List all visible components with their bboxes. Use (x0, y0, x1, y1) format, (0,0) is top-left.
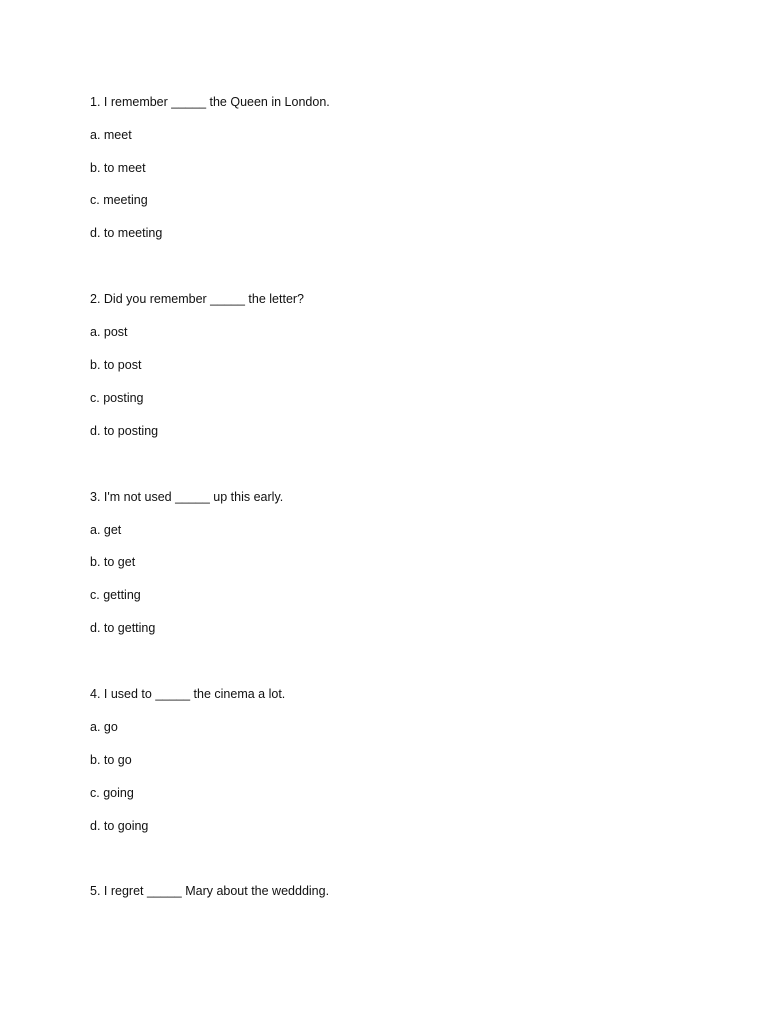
question-4-option-b: b. to go (90, 753, 132, 767)
question-3-prompt: 3. I'm not used _____ up this early. (90, 490, 284, 504)
question-3-option-d: d. to getting (90, 621, 156, 635)
question-3-option-c: c. getting (90, 588, 141, 602)
question-2-option-c: c. posting (90, 391, 144, 405)
question-3-option-a: a. get (90, 523, 122, 537)
question-1-option-b: b. to meet (90, 161, 146, 175)
question-4-prompt: 4. I used to _____ the cinema a lot. (90, 687, 286, 701)
question-1-option-d: d. to meeting (90, 226, 163, 240)
question-1-option-c: c. meeting (90, 193, 148, 207)
question-1-prompt: 1. I remember _____ the Queen in London. (90, 95, 330, 109)
question-3-option-b: b. to get (90, 555, 136, 569)
question-4-option-c: c. going (90, 786, 134, 800)
question-2-option-b: b. to post (90, 358, 142, 372)
question-1-option-a: a. meet (90, 128, 132, 142)
question-2-option-d: d. to posting (90, 424, 159, 438)
question-5-prompt: 5. I regret _____ Mary about the weddding. (90, 884, 330, 898)
question-4-option-d: d. to going (90, 819, 149, 833)
question-2-prompt: 2. Did you remember _____ the letter? (90, 292, 305, 306)
question-4-option-a: a. go (90, 720, 118, 734)
question-2-option-a: a. post (90, 325, 128, 339)
